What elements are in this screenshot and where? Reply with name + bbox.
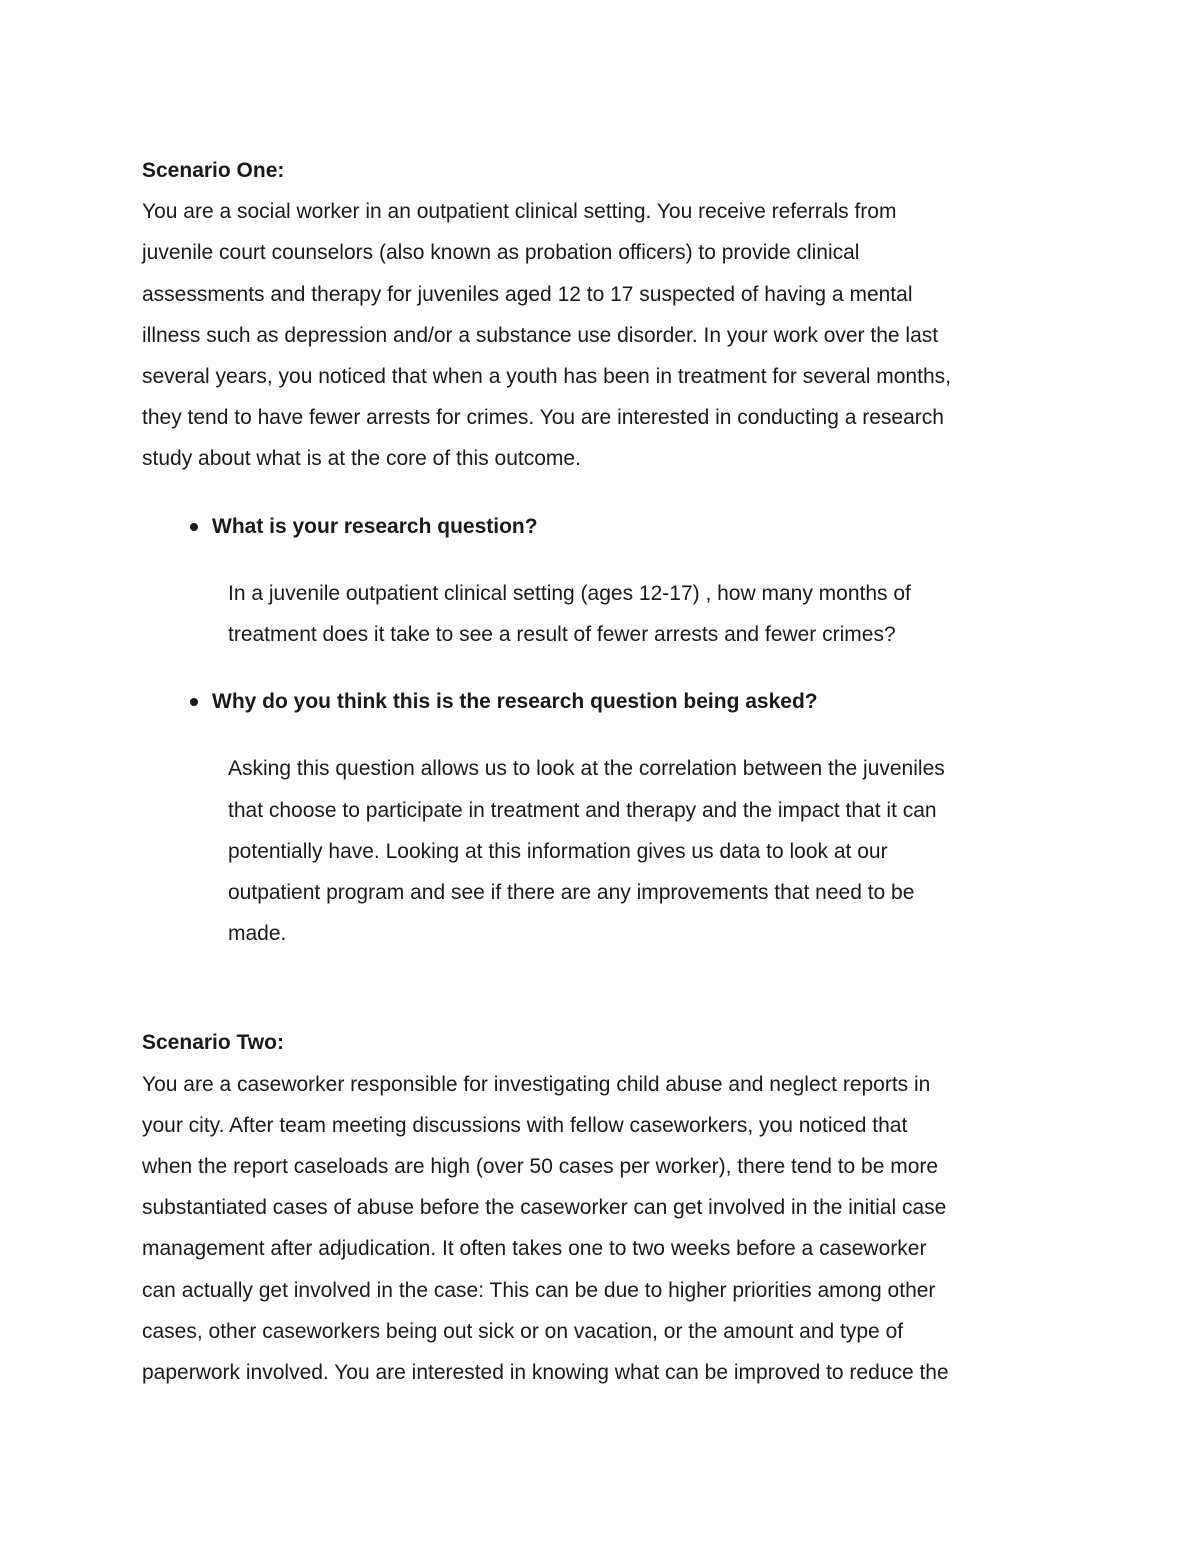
answer-why-asked [142, 748, 1082, 954]
paragraph-line: can actually get involved in the case: This can be due to higher priorities among other [142, 1278, 936, 1302]
answer-research-question [142, 573, 1082, 655]
paragraph-line: they tend to have fewer arrests for crimes. You are interested in conducting a research [142, 406, 944, 430]
question-text: What is your research question? [212, 514, 538, 538]
paragraph-line: paperwork involved. You are interested in knowing what can be improved to reduce the [142, 1361, 949, 1385]
paragraph-line: illness such as depression and/or a substance use disorder. In your work over the last [142, 323, 939, 347]
paragraph-line: management after adjudication. It often takes one to two weeks before a caseworker [142, 1237, 927, 1261]
bullet-icon [190, 698, 198, 706]
answer-line: potentially have. Looking at this information gives us data to look at our [228, 839, 888, 863]
answer-line: that choose to participate in treatment and therapy and the impact that it can [228, 798, 937, 822]
scenario-two-paragraph [142, 1064, 1082, 1394]
scenario-one-paragraph [142, 191, 1082, 479]
paragraph-line: cases, other caseworkers being out sick or on vacation, or the amount and type of [142, 1319, 904, 1343]
answer-line: outpatient program and see if there are any improvements that need to be [228, 881, 915, 905]
paragraph-line: juvenile court counselors (also known as probation officers) to provide clinical [142, 241, 860, 265]
question-bullet-why-asked [142, 681, 1082, 722]
answer-line: made. [228, 922, 287, 946]
paragraph-line: your city. After team meeting discussions with fellow caseworkers, you noticed that [142, 1113, 908, 1137]
question-text: Why do you think this is the research question being asked? [212, 690, 818, 714]
scenario-one-heading: Scenario One: [142, 159, 285, 182]
answer-line: In a juvenile outpatient clinical setting (ages 12-17) , how many months of [228, 581, 911, 605]
document-body [142, 150, 1082, 1393]
scenario-two-heading: Scenario Two: [142, 1031, 284, 1055]
paragraph-line: You are a caseworker responsible for investigating child abuse and neglect reports in [142, 1072, 931, 1096]
paragraph-line: when the report caseloads are high (over 50 cases per worker), there tend to be more [142, 1155, 939, 1179]
paragraph-line: substantiated cases of abuse before the caseworker can get involved in the initial case [142, 1196, 947, 1220]
paragraph-line: assessments and therapy for juveniles aged 12 to 17 suspected of having a mental [142, 282, 913, 306]
question-bullet-research-question [142, 506, 1082, 547]
bullet-icon [190, 523, 198, 531]
paragraph-line: You are a social worker in an outpatient clinical setting. You receive referrals from [142, 200, 897, 224]
paragraph-line: study about what is at the core of this outcome. [142, 447, 581, 471]
paragraph-line: several years, you noticed that when a youth has been in treatment for several months, [142, 365, 951, 389]
answer-line: treatment does it take to see a result of fewer arrests and fewer crimes? [228, 623, 896, 647]
answer-line: Asking this question allows us to look at the correlation between the juveniles [228, 757, 945, 781]
